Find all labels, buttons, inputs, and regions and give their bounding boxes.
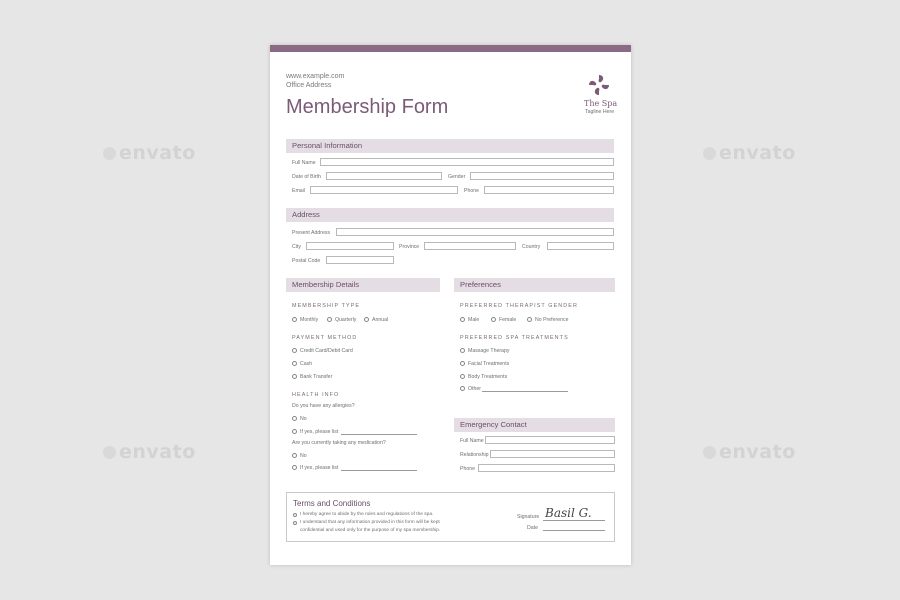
- envato-leaf-icon: [703, 446, 716, 459]
- option-cash: Cash: [300, 361, 313, 367]
- present-address-label: Present Address: [292, 230, 331, 236]
- option-monthly: Monthly: [300, 317, 319, 323]
- email-field[interactable]: [310, 186, 458, 194]
- radio-allergies-yes[interactable]: [292, 429, 297, 434]
- medication-list-line[interactable]: [341, 470, 417, 471]
- radio-facial[interactable]: [460, 361, 465, 366]
- option-female: Female: [499, 317, 517, 323]
- relationship-field[interactable]: [490, 450, 615, 458]
- option-massage: Massage Therapy: [468, 348, 510, 354]
- signature-line[interactable]: [543, 520, 605, 521]
- present-address-field[interactable]: [336, 228, 614, 236]
- emergency-phone-label: Phone: [460, 466, 476, 472]
- postal-code-field[interactable]: [326, 256, 394, 264]
- option-bank-transfer: Bank Transfer: [300, 374, 333, 380]
- radio-medication-yes[interactable]: [292, 465, 297, 470]
- agree-rules-checkbox[interactable]: [293, 513, 297, 517]
- option-annual: Annual: [372, 317, 389, 323]
- phone-field[interactable]: [484, 186, 614, 194]
- terms-line-1: I hereby agree to abide by the rules and regulations of the spa.: [300, 512, 434, 517]
- option-card: Credit Card/Debit Card: [300, 348, 353, 354]
- terms-line-2b: confidential and used only for the purpose of my spa membership.: [300, 528, 441, 533]
- option-medication-yes: If yes, please list: [300, 465, 339, 471]
- radio-female[interactable]: [491, 317, 496, 322]
- option-facial: Facial Treatments: [468, 361, 510, 367]
- section-address: Address: [286, 208, 614, 222]
- terms-title: Terms and Conditions: [293, 499, 371, 508]
- spa-treatments-caption: PREFERRED SPA TREATMENTS: [460, 335, 569, 341]
- email-label: Email: [292, 188, 305, 194]
- watermark: envato: [703, 441, 796, 463]
- radio-bank-transfer[interactable]: [292, 374, 297, 379]
- country-field[interactable]: [547, 242, 614, 250]
- page-title: Membership Form: [286, 96, 449, 118]
- therapist-gender-caption: PREFERRED THERAPIST GENDER: [460, 303, 578, 309]
- option-allergies-no: No: [300, 416, 307, 422]
- envato-leaf-icon: [103, 147, 116, 160]
- signature: Basil G.: [545, 506, 592, 520]
- option-male: Male: [468, 317, 480, 323]
- radio-annual[interactable]: [364, 317, 369, 322]
- allergies-question: Do you have any allergies?: [292, 403, 355, 409]
- envato-leaf-icon: [703, 147, 716, 160]
- watermark: envato: [103, 142, 196, 164]
- radio-other[interactable]: [460, 386, 465, 391]
- emergency-phone-field[interactable]: [478, 464, 615, 472]
- option-medication-no: No: [300, 453, 307, 459]
- city-field[interactable]: [306, 242, 394, 250]
- section-preferences: Preferences: [454, 278, 615, 292]
- emergency-name-label: Full Name: [460, 438, 484, 444]
- radio-male[interactable]: [460, 317, 465, 322]
- gender-label: Gender: [448, 174, 466, 180]
- radio-massage[interactable]: [460, 348, 465, 353]
- radio-cash[interactable]: [292, 361, 297, 366]
- option-allergies-yes: If yes, please list: [300, 429, 339, 435]
- radio-allergies-no[interactable]: [292, 416, 297, 421]
- full-name-label: Full Name: [292, 160, 316, 166]
- brand-name: The Spa: [584, 99, 618, 108]
- radio-medication-no[interactable]: [292, 453, 297, 458]
- country-label: Country: [522, 244, 541, 250]
- radio-body[interactable]: [460, 374, 465, 379]
- header-bar: [270, 45, 631, 52]
- section-emergency-contact: Emergency Contact: [454, 418, 615, 432]
- medication-question: Are you currently taking any medication?: [292, 440, 386, 446]
- phone-label: Phone: [464, 188, 480, 194]
- other-line[interactable]: [482, 391, 568, 392]
- full-name-field[interactable]: [320, 158, 614, 166]
- watermark: envato: [103, 441, 196, 463]
- city-label: City: [292, 244, 301, 250]
- date-label: Date: [527, 525, 538, 531]
- dob-label: Date of Birth: [292, 174, 321, 180]
- option-body: Body Treatments: [468, 374, 508, 380]
- radio-no-preference[interactable]: [527, 317, 532, 322]
- signature-label: Signature: [517, 514, 540, 520]
- terms-line-2a: I understand that any information provided in this form will be kept: [300, 520, 440, 525]
- date-line[interactable]: [543, 530, 605, 531]
- option-quarterly: Quarterly: [335, 317, 357, 323]
- province-field[interactable]: [424, 242, 516, 250]
- gender-field[interactable]: [470, 172, 614, 180]
- payment-method-caption: PAYMENT METHOD: [292, 335, 358, 341]
- province-label: Province: [399, 244, 420, 250]
- postal-code-label: Postal Code: [292, 258, 321, 264]
- radio-quarterly[interactable]: [327, 317, 332, 322]
- dob-field[interactable]: [326, 172, 442, 180]
- radio-monthly[interactable]: [292, 317, 297, 322]
- envato-leaf-icon: [103, 446, 116, 459]
- website: www.example.com: [286, 73, 345, 80]
- relationship-label: Relationship: [460, 452, 489, 458]
- tagline: Tagline Here: [585, 109, 615, 115]
- radio-card[interactable]: [292, 348, 297, 353]
- terms-box: [286, 492, 615, 542]
- section-membership-details: Membership Details: [286, 278, 440, 292]
- option-no-preference: No Preference: [535, 317, 569, 323]
- membership-type-caption: MEMBERSHIP TYPE: [292, 303, 361, 309]
- allergies-list-line[interactable]: [341, 434, 417, 435]
- watermark: envato: [703, 142, 796, 164]
- section-personal-info: Personal Information: [286, 139, 614, 153]
- emergency-name-field[interactable]: [485, 436, 615, 444]
- form-page: [270, 45, 631, 565]
- option-other: Other: [468, 386, 481, 392]
- agree-confidential-checkbox[interactable]: [293, 521, 297, 525]
- office-address: Office Address: [286, 82, 332, 89]
- health-info-caption: HEALTH INFO: [292, 392, 340, 398]
- swirl-logo-icon: [588, 74, 610, 96]
